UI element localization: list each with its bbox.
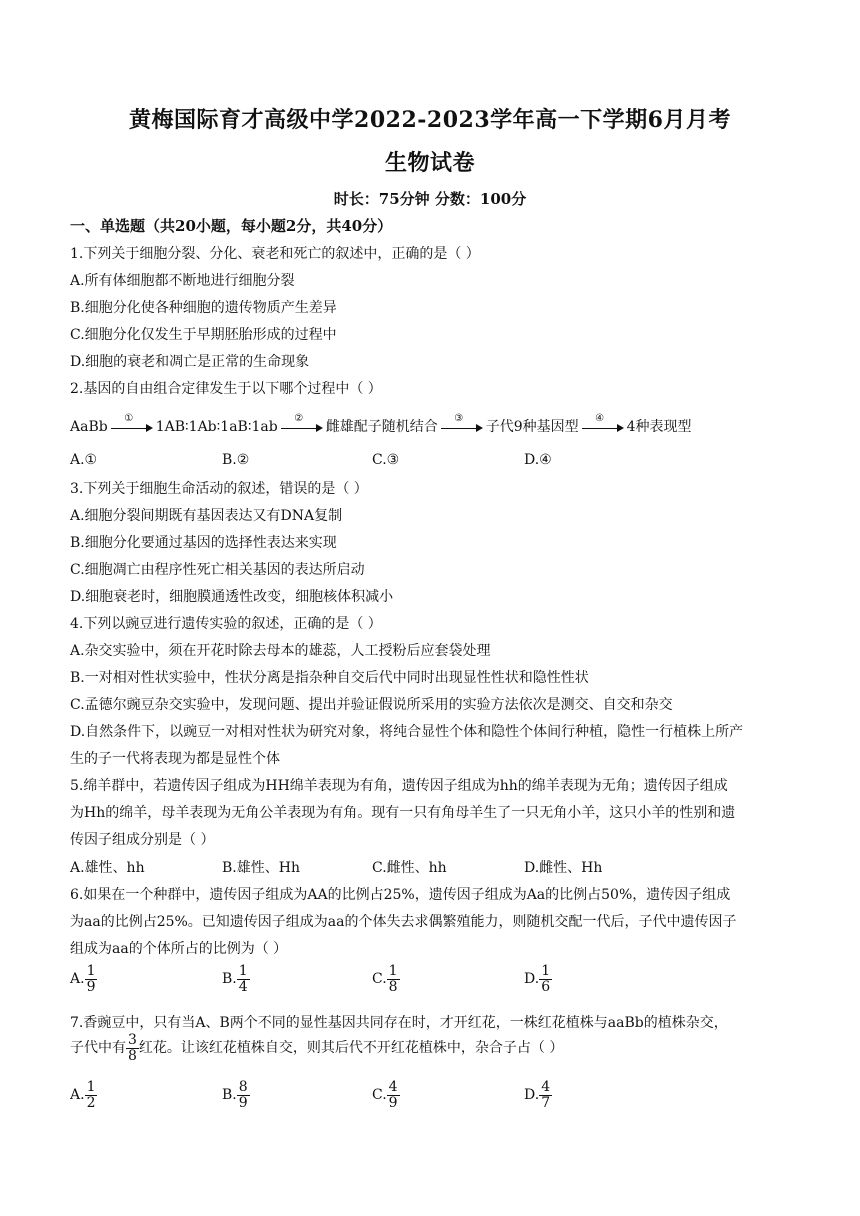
arrow-2-icon: ② bbox=[281, 420, 323, 434]
flow-step-4: 4种表现型 bbox=[626, 419, 692, 435]
q7-option-d: D. $\frac{4}{7}$ bbox=[524, 1079, 551, 1111]
q5-option-c: C.雌性、hh bbox=[372, 860, 447, 876]
q1-option-b: B.细胞分化使各种细胞的遗传物质产生差异 bbox=[70, 300, 337, 316]
q6-option-c: C. $\frac{1}{8}$ bbox=[372, 963, 398, 995]
arrow-4-icon: ④ bbox=[582, 420, 624, 434]
fraction: $\frac{1}{4}$ bbox=[238, 963, 248, 995]
q5-stem-line1: 5.绵羊群中，若遗传因子组成为HH绵羊表现为有角，遗传因子组成为hh的绵羊表现为无角；遗传因子组成 bbox=[70, 778, 728, 794]
exam-title: 黄梅国际育才高级中学2022-2023学年高一下学期6月月考 bbox=[129, 107, 731, 133]
q2-option-c: C.③ bbox=[372, 452, 400, 468]
q6-stem-line2: 为aa的比例占25%。已知遗传因子组成为aa的个体失去求偶繁殖能力，则随机交配一代后，子代中遗传因子 bbox=[70, 914, 737, 930]
fraction: $\frac{4}{7}$ bbox=[541, 1079, 551, 1111]
flow-step-1: 1AB∶1Ab∶1aB∶1ab bbox=[155, 419, 278, 435]
fraction: $\frac{3}{8}$ bbox=[128, 1032, 137, 1064]
q2-option-a: A.① bbox=[70, 452, 98, 468]
flow-start: AaBb bbox=[70, 419, 108, 435]
section-heading: 一、单选题（共20小题，每小题2分，共40分） bbox=[70, 217, 393, 235]
q3-option-b: B.细胞分化要通过基因的选择性表达来实现 bbox=[70, 535, 337, 551]
q5-option-a: A.雄性、hh bbox=[70, 860, 145, 876]
q1-option-c: C.细胞分化仅发生于早期胚胎形成的过程中 bbox=[70, 327, 337, 343]
q5-option-b: B.雄性、Hh bbox=[222, 860, 300, 876]
q6-option-d: D. $\frac{1}{6}$ bbox=[524, 963, 551, 995]
exam-meta: 时长：75分钟 分数：100分 bbox=[333, 190, 527, 208]
flow-step-3: 子代9种基因型 bbox=[485, 419, 579, 435]
q5-option-d: D.雌性、Hh bbox=[524, 860, 603, 876]
arrow-1-icon: ① bbox=[111, 420, 153, 434]
q7-stem-line2: 子代中有 $\frac{3}{8}$ 红花。让该红花植株自交，则其后代不开红花植株中，杂合子占（ ） bbox=[70, 1032, 564, 1064]
q1-option-a: A.所有体细胞都不断地进行细胞分裂 bbox=[70, 273, 295, 289]
arrow-3-icon: ③ bbox=[441, 420, 483, 434]
q4-option-a: A.杂交实验中，须在开花时除去母本的雄蕊，人工授粉后应套袋处理 bbox=[70, 643, 491, 659]
q2-option-d: D.④ bbox=[524, 452, 552, 468]
q2-option-b: B.② bbox=[222, 452, 250, 468]
q4-option-c: C.孟德尔豌豆杂交实验中，发现问题、提出并验证假说所采用的实验方法依次是测交、自交和杂交 bbox=[70, 697, 673, 713]
q4-option-d-line2: 生的子一代将表现为都是显性个体 bbox=[70, 751, 280, 767]
fraction: $\frac{1}{9}$ bbox=[86, 963, 96, 995]
q7-option-c: C. $\frac{4}{9}$ bbox=[372, 1079, 398, 1111]
flow-step-2: 雌雄配子随机结合 bbox=[325, 419, 438, 435]
q3-stem: 3.下列关于细胞生命活动的叙述，错误的是（ ） bbox=[70, 481, 368, 497]
q3-option-c: C.细胞凋亡由程序性死亡相关基因的表达所启动 bbox=[70, 562, 365, 578]
q4-option-b: B.一对相对性状实验中，性状分离是指杂种自交后代中同时出现显性性状和隐性性状 bbox=[70, 670, 589, 686]
fraction: $\frac{1}{8}$ bbox=[388, 963, 398, 995]
q6-stem-line3: 组成为aa的个体所占的比例为（ ） bbox=[70, 941, 288, 957]
fraction: $\frac{1}{2}$ bbox=[86, 1079, 96, 1111]
q1-stem: 1.下列关于细胞分裂、分化、衰老和死亡的叙述中，正确的是（ ） bbox=[70, 246, 480, 262]
fraction: $\frac{8}{9}$ bbox=[238, 1079, 248, 1111]
q3-option-a: A.细胞分裂间期既有基因表达又有DNA复制 bbox=[70, 508, 343, 524]
q4-option-d-line1: D.自然条件下，以豌豆一对相对性状为研究对象，将纯合显性个体和隐性个体间行种植，隐性一行植株上所产 bbox=[70, 724, 744, 740]
q1-option-d: D.细胞的衰老和凋亡是正常的生命现象 bbox=[70, 354, 310, 370]
q3-option-d: D.细胞衰老时，细胞膜通透性改变，细胞核体积减小 bbox=[70, 589, 394, 605]
q7-option-b: B. $\frac{8}{9}$ bbox=[222, 1079, 248, 1111]
q5-stem-line3: 传因子组成分别是（ ） bbox=[70, 832, 215, 848]
q2-process-flow bbox=[70, 413, 692, 436]
exam-subtitle: 生物试卷 bbox=[384, 150, 475, 176]
q7-stem-line1: 7.香豌豆中，只有当A、B两个不同的显性基因共同存在时，才开红花，一株红花植株与aaBb的植株杂交， bbox=[70, 1015, 728, 1031]
q5-stem-line2: 为Hh的绵羊，母羊表现为无角公羊表现为有角。现有一只有角母羊生了一只无角小羊，这只小羊的性别和遗 bbox=[70, 805, 736, 821]
q6-option-a: A. $\frac{1}{9}$ bbox=[70, 963, 96, 995]
q6-stem-line1: 6.如果在一个种群中，遗传因子组成为AA的比例占25%，遗传因子组成为Aa的比例占50%，遗传因子组成 bbox=[70, 887, 731, 903]
q4-stem: 4.下列以豌豆进行遗传实验的叙述，正确的是（ ） bbox=[70, 616, 382, 632]
q6-option-b: B. $\frac{1}{4}$ bbox=[222, 963, 248, 995]
fraction: $\frac{4}{9}$ bbox=[388, 1079, 398, 1111]
q2-stem: 2.基因的自由组合定律发生于以下哪个过程中（ ） bbox=[70, 381, 382, 397]
q7-option-a: A. $\frac{1}{2}$ bbox=[70, 1079, 96, 1111]
fraction: $\frac{1}{6}$ bbox=[541, 963, 551, 995]
